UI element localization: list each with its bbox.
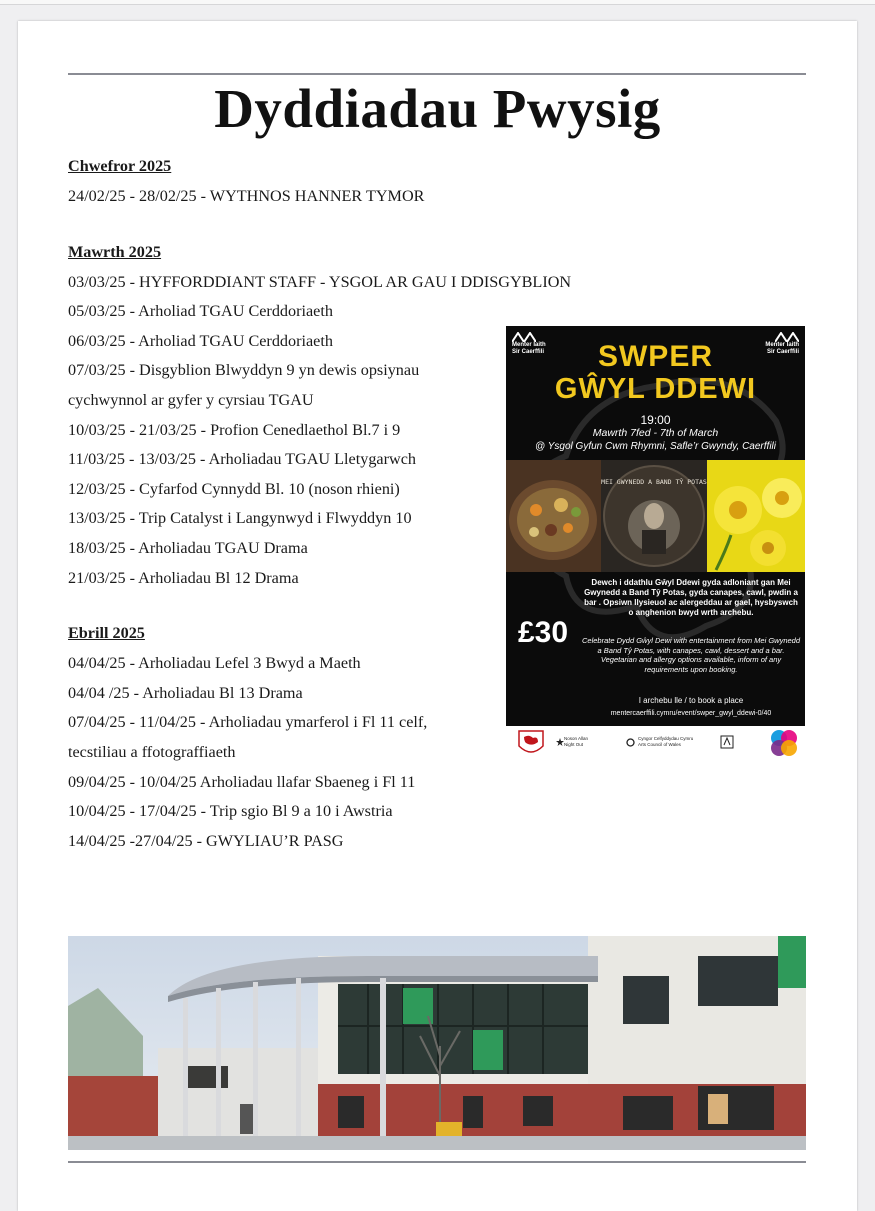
date-line: 24/02/25 - 28/02/25 - WYTHNOS HANNER TYMOR [68, 187, 425, 205]
page-title: Dyddiadau Pwysig [214, 78, 661, 139]
date-line: 05/03/25 - Arholiad TGAU Cerddoriaeth [68, 302, 333, 321]
colour-circles-logo-icon [768, 727, 800, 759]
poster-date: Mawrth 7fed - 7th of March [592, 427, 719, 439]
date-line: 03/03/25 - HYFFORDDIANT STAFF - YSGOL AR GAU I DDISGYBLION [68, 272, 572, 291]
poster-photo-strip [506, 460, 805, 572]
poster-venue: @ Ysgol Gyfun Cwm Rhymni, Safle’r Gwyndy, Caerffili [535, 441, 776, 452]
date-line: 13/03/25 - Trip Catalyst i Langynwyd i Flwyddyn 10 [68, 509, 412, 528]
date-line: cychwynnol ar gyfer y cyrsiau TGAU [68, 390, 314, 409]
menter-iaith-logo-left: Menter Iaith Sir Caerffili [512, 332, 546, 356]
star-icon [556, 738, 564, 746]
section-heading: Mawrth 2025 [68, 242, 162, 261]
poster-title-gwyl-ddewi: GŴYL DDEWI [554, 373, 757, 405]
poster-booking-text: I archebu lle / to book a place [638, 696, 744, 705]
poster-sponsor-footer [506, 726, 805, 760]
date-line: 10/04/25 - 17/04/25 - Trip sgio Bl 9 a 10 i Awstria [68, 802, 393, 821]
date-line: 07/04/25 - 11/04/25 - Arholiadau ymarferol i Fl 11 celf, [68, 713, 428, 732]
sponsor-noson-allan: Noson Allan Night Out [564, 736, 589, 747]
dragon-crest-icon [516, 728, 546, 758]
poster-welsh-text: Dewch i ddathlu Gŵyl Ddewi gyda adloniant gan Mei Gwynedd a Band Tŷ Potas, gyda canapes, cawl, pwdin a bar . Opsiwn llysieuol ac alergeddau ar gael, hysbyswch o anghenion bwyd wrth archebu. [584, 578, 798, 617]
section-heading: Chwefror 2025 [68, 157, 172, 175]
section-heading: Ebrill 2025 [68, 624, 145, 643]
date-line: 18/03/25 - Arholiadau TGAU Drama [68, 538, 308, 557]
sponsor-arts-council: Cyngor Celfyddydau Cymru Arts Council of Wales [638, 736, 694, 747]
band-record-label: MEI GWYNEDD A BAND TŶ POTAS [601, 478, 707, 486]
date-line: tecstiliau a ffotograffiaeth [68, 742, 236, 761]
menter-iaith-logo-right: Menter Iaith Sir Caerffili [765, 332, 799, 356]
school-building-photo [68, 936, 806, 1150]
poster-time: 19:00 [640, 413, 671, 427]
poster-url: mentercaerffili.cymru/event/swper_gwyl_ddewi-0/40 [610, 710, 772, 717]
top-strip [0, 0, 875, 5]
event-poster [506, 326, 805, 760]
lottery-logo-icon [720, 735, 734, 749]
date-line: 09/04/25 - 10/04/25 Arholiadau llafar Sbaeneg i Fl 11 [68, 772, 416, 791]
newsletter-page [18, 21, 857, 1211]
poster-title-swper: SWPER [597, 340, 713, 373]
date-line: 21/03/25 - Arholiadau Bl 12 Drama [68, 568, 299, 587]
date-line: 14/04/25 -27/04/25 - GWYLIAU’R PASG [68, 831, 344, 850]
date-line: 10/03/25 - 21/03/25 - Profion Cenedlaethol Bl.7 i 9 [68, 420, 401, 439]
date-line: 04/04/25 - Arholiadau Lefel 3 Bwyd a Maeth [68, 654, 361, 673]
date-line: 06/03/25 - Arholiad TGAU Cerddoriaeth [68, 331, 333, 350]
poster-english-text: Celebrate Dydd Gŵyl Dewi with entertainment from Mei Gwynedd a Band Tŷ Potas, with canapes, cawl, dessert and a bar. Vegetarian and allergy options available, inform of any requirements upon booking. [582, 636, 801, 674]
date-line: 04/04 /25 - Arholiadau Bl 13 Drama [68, 683, 303, 702]
date-line: 11/03/25 - 13/03/25 - Arholiadau TGAU Lletygarwch [68, 450, 416, 469]
section-february [68, 156, 638, 212]
date-line: 07/03/25 - Disgyblion Blwyddyn 9 yn dewis opsiynau [68, 361, 420, 380]
poster-price: £30 [518, 616, 569, 649]
arts-council-icon [626, 738, 635, 747]
top-rule [68, 73, 806, 75]
bottom-rule [68, 1161, 806, 1163]
date-line: 12/03/25 - Cyfarfod Cynnydd Bl. 10 (noson rhieni) [68, 479, 400, 498]
